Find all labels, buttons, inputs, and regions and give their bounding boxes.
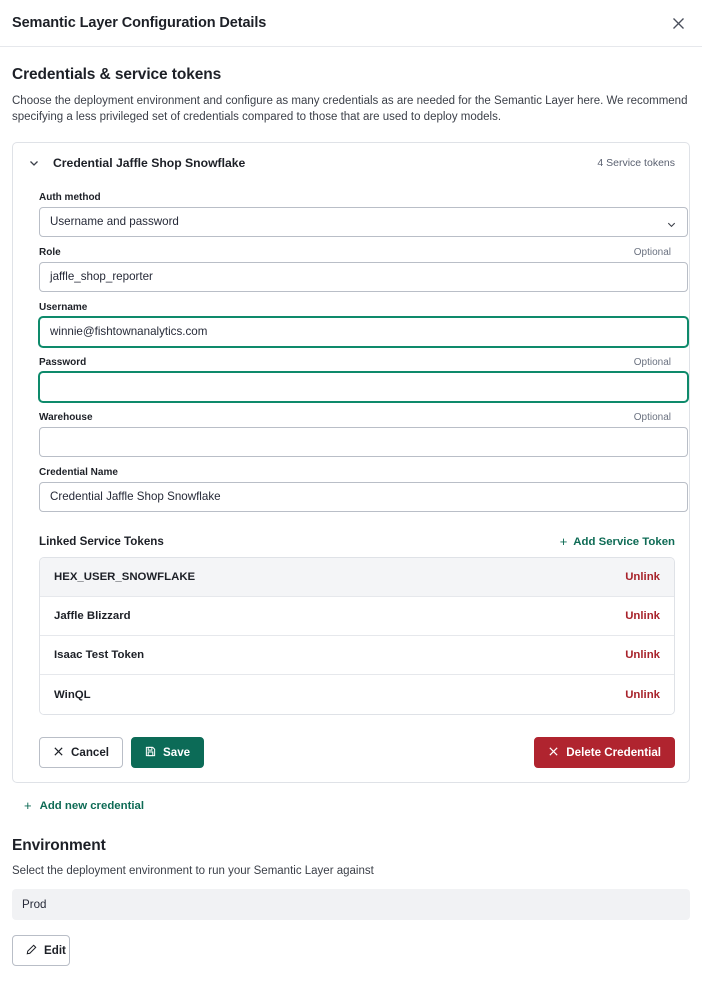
field-role bbox=[39, 247, 675, 292]
environment-value bbox=[12, 889, 690, 920]
role-label: Role bbox=[39, 247, 61, 258]
delete-credential-label: Delete Credential bbox=[566, 746, 661, 759]
plus-icon: + bbox=[24, 798, 32, 813]
pencil-icon bbox=[26, 944, 37, 958]
credentials-section-description: Choose the deployment environment and configure as many credentials as are needed for the Semantic Layer here. We recommend specifying a less privileged set of credentials compared to those that are used to deploy models. bbox=[12, 95, 688, 123]
table-row bbox=[40, 597, 674, 636]
modal-header bbox=[0, 0, 702, 47]
field-password bbox=[39, 357, 675, 402]
linked-tokens-title: Linked Service Tokens bbox=[39, 535, 164, 548]
token-name: Isaac Test Token bbox=[54, 649, 145, 661]
environment-description: Select the deployment environment to run your Semantic Layer against bbox=[12, 865, 374, 877]
field-warehouse bbox=[39, 412, 675, 457]
delete-credential-button[interactable] bbox=[534, 737, 675, 768]
role-input[interactable] bbox=[39, 262, 688, 292]
password-optional-tag: Optional bbox=[633, 357, 671, 368]
token-name: HEX_USER_SNOWFLAKE bbox=[54, 571, 196, 583]
credentials-section-heading: Credentials & service tokens bbox=[12, 66, 222, 83]
role-value: jaffle_shop_reporter bbox=[50, 270, 153, 283]
warehouse-label: Warehouse bbox=[39, 412, 93, 423]
plus-icon: + bbox=[559, 534, 568, 549]
password-label: Password bbox=[39, 357, 87, 368]
username-value: winnie@fishtownanalytics.com bbox=[50, 325, 208, 338]
auth-method-value: Username and password bbox=[50, 215, 179, 228]
credential-name-label: Credential Jaffle Shop Snowflake bbox=[53, 155, 246, 170]
token-name: WinQL bbox=[54, 688, 91, 701]
service-token-count: 4 Service tokens bbox=[597, 156, 675, 169]
unlink-button[interactable]: Unlink bbox=[625, 571, 660, 583]
floppy-disk-icon bbox=[145, 746, 156, 760]
x-icon bbox=[548, 746, 559, 760]
credential-name-field-label: Credential Name bbox=[39, 467, 118, 478]
chevron-down-icon bbox=[666, 219, 677, 233]
table-row bbox=[40, 636, 674, 675]
cancel-button-label: Cancel bbox=[71, 746, 110, 759]
field-auth-method bbox=[39, 192, 675, 237]
role-optional-tag: Optional bbox=[633, 247, 671, 258]
linked-tokens-header bbox=[13, 535, 689, 548]
username-input[interactable] bbox=[39, 317, 688, 347]
environment-value-label: Prod bbox=[22, 898, 47, 911]
username-label: Username bbox=[39, 302, 88, 313]
save-button-label: Save bbox=[163, 746, 191, 759]
page-title: Semantic Layer Configuration Details bbox=[12, 15, 267, 31]
chevron-down-icon[interactable] bbox=[27, 156, 41, 170]
add-service-token-button[interactable] bbox=[560, 535, 675, 548]
credential-name-input[interactable] bbox=[39, 482, 688, 512]
credential-actions bbox=[39, 737, 675, 768]
environment-heading: Environment bbox=[12, 837, 106, 854]
x-icon bbox=[53, 746, 64, 760]
unlink-button[interactable]: Unlink bbox=[625, 610, 660, 622]
add-new-credential-label: Add new credential bbox=[39, 799, 145, 812]
table-row bbox=[40, 675, 674, 714]
field-username bbox=[39, 302, 675, 347]
linked-tokens-list bbox=[39, 557, 675, 715]
password-input[interactable] bbox=[39, 372, 688, 402]
warehouse-input[interactable] bbox=[39, 427, 688, 457]
save-button[interactable] bbox=[131, 737, 204, 768]
add-new-credential-button[interactable] bbox=[24, 798, 690, 813]
auth-method-label: Auth method bbox=[39, 192, 101, 203]
unlink-button[interactable]: Unlink bbox=[625, 649, 660, 661]
modal-body bbox=[0, 66, 702, 966]
credential-name-value: Credential Jaffle Shop Snowflake bbox=[50, 490, 221, 503]
token-name: Jaffle Blizzard bbox=[54, 610, 131, 622]
auth-method-select[interactable] bbox=[39, 207, 688, 237]
unlink-button[interactable]: Unlink bbox=[625, 688, 660, 701]
warehouse-optional-tag: Optional bbox=[633, 412, 671, 423]
cancel-button[interactable] bbox=[39, 737, 123, 768]
edit-environment-button[interactable] bbox=[12, 935, 70, 966]
credential-card bbox=[12, 142, 690, 783]
add-service-token-label: Add Service Token bbox=[573, 535, 675, 548]
field-credential-name bbox=[39, 467, 675, 512]
close-icon[interactable] bbox=[666, 11, 690, 35]
credential-form bbox=[13, 192, 689, 512]
edit-environment-label: Edit bbox=[44, 944, 66, 957]
table-row bbox=[40, 558, 674, 597]
credential-card-header[interactable] bbox=[13, 143, 689, 182]
